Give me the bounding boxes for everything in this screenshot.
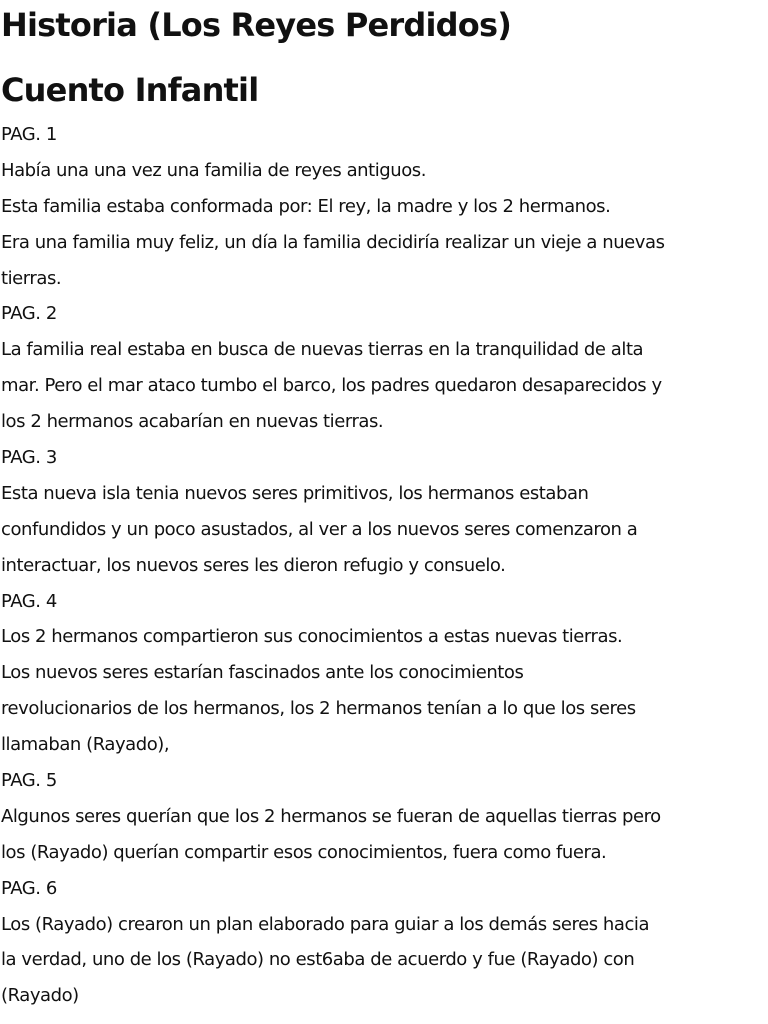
story-line: (Rayado) — [1, 985, 79, 1007]
page-label: PAG. 4 — [1, 590, 57, 612]
story-line: La familia real estaba en busca de nuevas tierras en la tranquilidad de alta — [1, 339, 644, 361]
story-line: revolucionarios de los hermanos, los 2 hermanos tenían a lo que los seres — [1, 698, 636, 720]
story-line: los (Rayado) querían compartir esos conocimientos, fuera como fuera. — [1, 841, 607, 863]
story-pages — [1, 117, 767, 1014]
story-line: tierras. — [1, 267, 62, 289]
story-line: la verdad, uno de los (Rayado) no est6aba de acuerdo y fue (Rayado) con — [1, 949, 635, 971]
page-label: PAG. 1 — [1, 124, 57, 145]
story-line: Los nuevos seres estarían fascinados ante los conocimientos — [1, 662, 524, 684]
page-label: PAG. 5 — [1, 770, 57, 792]
story-line: Esta nueva isla tenia nuevos seres primitivos, los hermanos estaban — [1, 482, 589, 504]
story-line: Era una familia muy feliz, un día la familia decidiría realizar un vieje a nuevas — [1, 231, 665, 253]
story-line: llamaban (Rayado), — [1, 734, 170, 756]
story-line: Había una una vez una familia de reyes antiguos. — [1, 159, 426, 181]
page-label: PAG. 2 — [1, 303, 57, 325]
page-label: PAG. 3 — [1, 447, 57, 469]
story-line: los 2 hermanos acabarían en nuevas tierras. — [1, 411, 384, 433]
story-line: mar. Pero el mar ataco tumbo el barco, los padres quedaron desaparecidos y — [1, 375, 662, 397]
story-line: interactuar, los nuevos seres les dieron refugio y consuelo. — [1, 554, 506, 576]
story-line: Esta familia estaba conformada por: El rey, la madre y los 2 hermanos. — [1, 195, 611, 217]
page-label: PAG. 6 — [1, 877, 57, 899]
story-line: Los (Rayado) crearon un plan elaborado para guiar a los demás seres hacia — [1, 913, 650, 935]
document-subtitle: Cuento Infantil — [1, 71, 259, 109]
story-line: Algunos seres querían que los 2 hermanos se fueran de aquellas tierras pero — [1, 805, 661, 827]
story-line: Los 2 hermanos compartieron sus conocimientos a estas nuevas tierras. — [1, 626, 623, 648]
story-line: confundidos y un poco asustados, al ver a los nuevos seres comenzaron a — [1, 518, 638, 540]
document-title: Historia (Los Reyes Perdidos) — [1, 6, 512, 44]
